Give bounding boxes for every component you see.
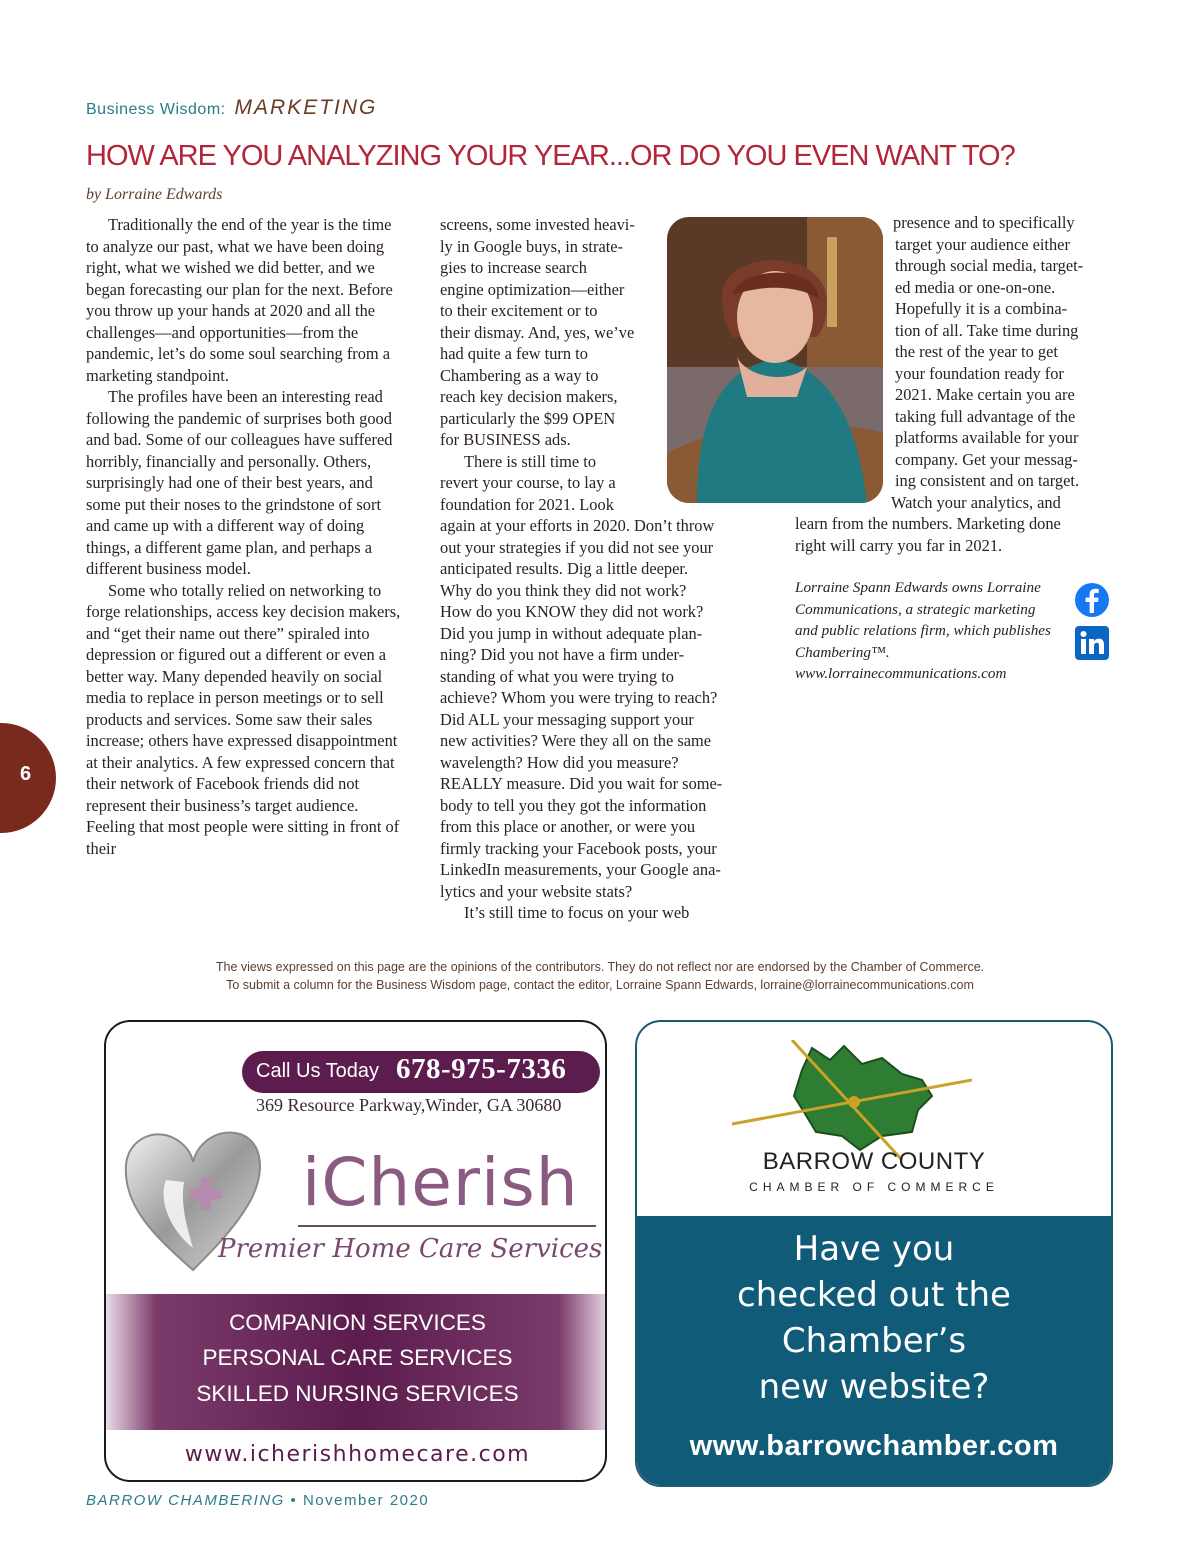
disclaimer-line: To submit a column for the Business Wisdom page, contact the editor, Lorraine Spann Edwards, lorraine@lorrainecommunications.com — [226, 978, 974, 992]
bio-line: Communications, a strategic marketing — [795, 600, 1036, 618]
text-line: ing consistent and on target. — [895, 471, 1080, 490]
icherish-brand: iCherish — [302, 1144, 579, 1221]
text-line: had quite a few turn to — [440, 344, 588, 363]
text-line: from this place or another, or were you — [440, 817, 696, 836]
bio-line: Chambering™. — [795, 643, 890, 661]
text-line: ning? Did you not have a firm under- — [440, 645, 685, 664]
author-bio — [795, 577, 1070, 685]
page-footer — [86, 1492, 429, 1509]
text-line: reach key decision makers, — [440, 387, 618, 406]
text-line: Hopefully it is a combina- — [895, 299, 1068, 318]
text-line: Did ALL your messaging support your — [440, 709, 694, 729]
text-line: achieve? Whom you were trying to reach? — [440, 688, 718, 707]
text-line: Did you jump in without adequate plan- — [440, 623, 703, 643]
facebook-icon[interactable] — [1074, 582, 1110, 618]
text-line: particularly the $99 OPEN — [440, 408, 616, 428]
text-line: right will carry you far in 2021. — [795, 535, 1003, 555]
text-line: Watch your analytics, and — [891, 492, 1061, 512]
text-line: standing of what you were trying to — [440, 666, 674, 686]
footer-separator: • — [290, 1492, 298, 1509]
text-line: their dismay. And, yes, we’ve — [440, 322, 635, 342]
text-line: presence and to specifically — [893, 213, 1075, 232]
text-line: your foundation ready for — [895, 363, 1064, 383]
text-line: again at your efforts in 2020. Don’t throw — [440, 516, 715, 535]
text-line: foundation for 2021. Look — [440, 494, 614, 514]
brand-divider — [298, 1225, 596, 1227]
text-line: How do you KNOW they did not work? — [440, 602, 704, 621]
text-line: LinkedIn measurements, your Google ana- — [440, 860, 721, 879]
service-item: SKILLED NURSING SERVICES — [196, 1381, 519, 1406]
chamber-website-link[interactable]: www.barrowchamber.com — [689, 1430, 1059, 1462]
text-line: engine optimization—either — [440, 279, 625, 299]
service-item: PERSONAL CARE SERVICES — [202, 1345, 513, 1370]
text-line: ed media or one-on-one. — [895, 277, 1056, 297]
chamber-name: BARROW COUNTY — [762, 1148, 986, 1175]
text-line: Chambering as a way to — [440, 365, 599, 385]
text-line: the rest of the year to get — [895, 342, 1058, 361]
text-line: tion of all. Take time during — [895, 320, 1079, 340]
address: 369 Resource Parkway,Winder, GA 30680 — [256, 1095, 562, 1115]
text-line: new activities? Were they all on the same — [440, 731, 711, 750]
call-label: Call Us Today — [256, 1060, 380, 1082]
chamber-ad[interactable] — [635, 1020, 1113, 1487]
chamber-subtitle: CHAMBER OF COMMERCE — [749, 1180, 999, 1194]
services-band — [106, 1294, 607, 1430]
text-line: ly in Google buys, in strate- — [440, 236, 624, 256]
icherish-tagline: Premier Home Care Services — [218, 1234, 603, 1264]
text-line: lytics and your website stats? — [440, 881, 633, 901]
phone-number[interactable]: 678-975-7336 — [396, 1053, 567, 1085]
chamber-promo-panel — [637, 1216, 1111, 1487]
question-line: Chamber’s — [781, 1321, 967, 1361]
text-line: anticipated results. Dig a little deeper. — [440, 559, 689, 578]
text-line: gies to increase search — [440, 258, 587, 277]
text-line: There is still time to — [464, 451, 597, 471]
text-line: out your strategies if you did not see your — [440, 537, 714, 557]
text-line: 2021. Make certain you are — [895, 385, 1075, 404]
disclaimer-line: The views expressed on this page are the opinions of the contributors. They do not reflect nor are endorsed by the Chamber of Commerce. — [215, 960, 985, 974]
text-line: platforms available for your — [895, 428, 1079, 447]
text-line: wavelength? How did you measure? — [440, 752, 679, 772]
paragraph: The profiles have been an interesting read following the pandemic of surprises both good and bad. Some of our colleagues have suffered horribly, financially and personally. Others, surprisingly had one of their best years, and some put their noses to the grindstone of sort and came up with a different way of doing things, a different game plan, and perhaps a different business model. — [86, 387, 393, 578]
publication-name: BARROW CHAMBERING — [86, 1492, 285, 1509]
section-topic: MARKETING — [234, 96, 378, 119]
author-website-link[interactable]: www.lorrainecommunications.com — [795, 665, 1007, 682]
paragraph: Traditionally the end of the year is the time to analyze our past, what we have been doing right, what we wished we did better, and we began forecasting our plan for the next. Before you throw up your hands at 2020 and all the challenges—and opportunities—from the pandemic, let’s do some soul searching from a marketing standpoint. — [86, 215, 393, 385]
text-line: to their excitement or to — [440, 301, 598, 320]
question-line: Have you — [793, 1229, 955, 1269]
call-us-banner[interactable] — [242, 1051, 600, 1093]
text-line: for BUSINESS ads. — [440, 430, 571, 449]
promo-question — [637, 1226, 1111, 1410]
bio-line: Lorraine Spann Edwards owns Lorraine — [795, 579, 1041, 596]
bio-line: and public relations firm, which publishes — [795, 622, 1051, 639]
section-prefix: Business Wisdom: — [86, 101, 226, 118]
question-line: new website? — [758, 1367, 990, 1407]
paragraph: Some who totally relied on networking to forge relationships, access key decision makers, and “get their name out there” spiraled into depression or figured out a different or even a better way. Many depended heavily on social media to replace in person meetings or to sell products and services. Some saw their sales increase; others have expressed disappointment at their analytics. A few expressed concern that their network of Facebook friends did not represent their business’s target audience. Feeling that most people were sitting in front of their — [86, 580, 401, 858]
text-line: REALLY measure. Did you wait for some- — [440, 774, 723, 793]
section-label — [86, 96, 377, 120]
article-column-1 — [86, 214, 406, 859]
text-line: Why do you think they did not work? — [440, 580, 687, 600]
issue-date: November 2020 — [302, 1492, 430, 1509]
icherish-website-link[interactable]: www.icherishhomecare.com — [184, 1442, 531, 1467]
article-headline: HOW ARE YOU ANALYZING YOUR YEAR...OR DO YOU EVEN WANT TO? — [86, 140, 1015, 172]
text-line: company. Get your messag- — [895, 449, 1078, 469]
text-line: body to tell you they got the information — [440, 795, 707, 815]
text-line: screens, some invested heavi- — [440, 215, 635, 234]
page-number: 6 — [20, 763, 32, 785]
byline: by Lorraine Edwards — [86, 186, 223, 203]
question-line: checked out the — [737, 1275, 1011, 1315]
county-map-logo-icon — [732, 1040, 972, 1160]
service-item: COMPANION SERVICES — [229, 1310, 486, 1335]
linkedin-icon[interactable] — [1074, 625, 1110, 661]
text-line: It’s still time to focus on your web — [464, 903, 690, 922]
disclaimer — [100, 958, 1100, 994]
text-line: through social media, target- — [895, 256, 1084, 275]
text-line: firmly tracking your Facebook posts, your — [440, 838, 717, 858]
text-line: learn from the numbers. Marketing done — [795, 514, 1061, 533]
text-line: revert your course, to lay a — [440, 473, 616, 492]
text-line: target your audience either — [895, 234, 1070, 254]
text-line: taking full advantage of the — [895, 406, 1076, 426]
article-column-3 — [795, 212, 1115, 556]
icherish-ad[interactable] — [104, 1020, 607, 1482]
